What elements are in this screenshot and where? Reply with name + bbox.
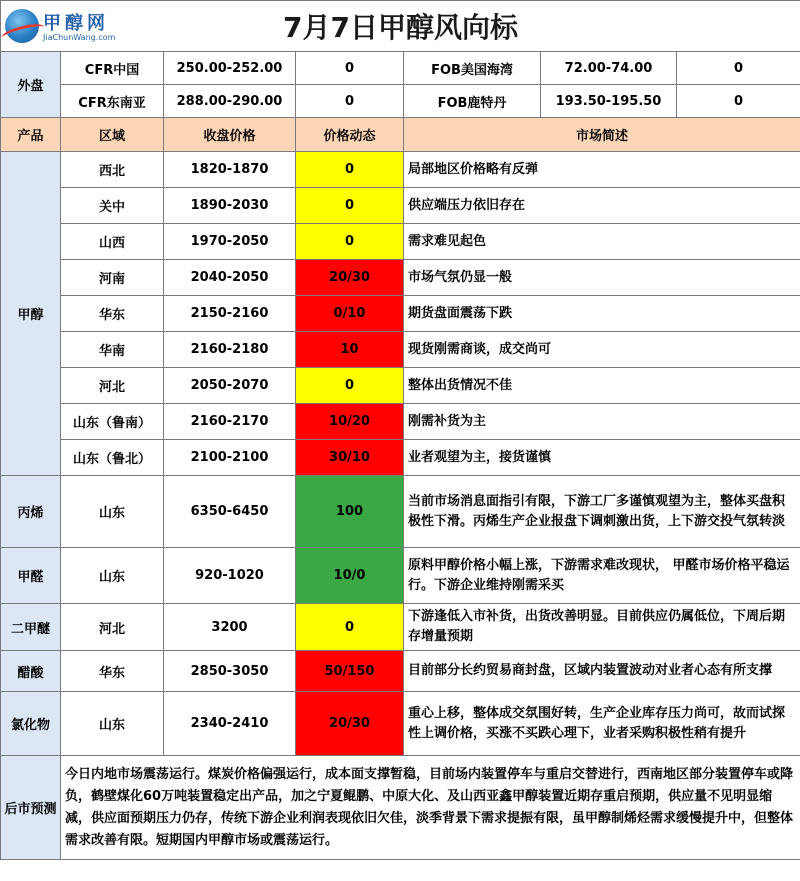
change-cell: 10/0: [296, 548, 404, 604]
desc-cell: 现货刚需商谈，成交尚可: [404, 332, 800, 368]
ext-name: CFR中国: [61, 52, 164, 85]
region-cell: 山东（鲁南）: [61, 404, 164, 440]
change-cell: 50/150: [296, 651, 404, 692]
price-cell: 2100-2100: [164, 440, 296, 476]
table-row: [1, 188, 800, 224]
col-header-price: 收盘价格: [164, 118, 296, 152]
change-cell: 10/20: [296, 404, 404, 440]
ext-change: 0: [677, 52, 800, 85]
table-row: [1, 404, 800, 440]
ext-name: FOB美国海湾: [404, 52, 541, 85]
region-cell: 关中: [61, 188, 164, 224]
col-header-region: 区域: [61, 118, 164, 152]
price-cell: 2150-2160: [164, 296, 296, 332]
region-cell: 河北: [61, 604, 164, 651]
logo-url: JiaChunWang.com: [43, 33, 116, 42]
desc-cell: 刚需补货为主: [404, 404, 800, 440]
ext-name: CFR东南亚: [61, 85, 164, 118]
change-cell: 20/30: [296, 260, 404, 296]
region-cell: 山东: [61, 476, 164, 548]
price-cell: 2340-2410: [164, 692, 296, 756]
table-row: [1, 440, 800, 476]
desc-cell: 市场气氛仍显一般: [404, 260, 800, 296]
table-row: [1, 651, 800, 692]
change-cell: 20/30: [296, 692, 404, 756]
change-cell: 100: [296, 476, 404, 548]
region-cell: 河北: [61, 368, 164, 404]
table-row: [1, 548, 800, 604]
change-cell: 0: [296, 368, 404, 404]
desc-cell: 整体出货情况不佳: [404, 368, 800, 404]
desc-cell: 供应端压力依旧存在: [404, 188, 800, 224]
product-cell: 二甲醚: [1, 604, 61, 651]
price-cell: 920-1020: [164, 548, 296, 604]
table-row: [1, 604, 800, 651]
table-row: [1, 332, 800, 368]
price-cell: 2850-3050: [164, 651, 296, 692]
external-row: [1, 52, 800, 85]
desc-cell: 需求难见起色: [404, 224, 800, 260]
desc-cell: 原料甲醇价格小幅上涨，下游需求难改现状， 甲醛市场价格平稳运行。下游企业维持刚需采买: [404, 548, 800, 604]
desc-cell: 当前市场消息面指引有限，下游工厂多谨慎观望为主，整体买盘积极性下滑。丙烯生产企业报盘下调刺激出货，上下游交投气氛转淡: [404, 476, 800, 548]
external-label: 外盘: [1, 52, 61, 118]
region-cell: 华东: [61, 296, 164, 332]
region-cell: 华南: [61, 332, 164, 368]
change-cell: 0: [296, 188, 404, 224]
logo-text: 甲醇网: [43, 13, 109, 34]
change-cell: 30/10: [296, 440, 404, 476]
product-cell: 丙烯: [1, 476, 61, 548]
change-cell: 0: [296, 224, 404, 260]
desc-cell: 下游逢低入市补货，出货改善明显。目前供应仍属低位，下周后期存增量预期: [404, 604, 800, 651]
region-cell: 华东: [61, 651, 164, 692]
change-cell: 0/10: [296, 296, 404, 332]
ext-price: 72.00-74.00: [541, 52, 677, 85]
change-cell: 10: [296, 332, 404, 368]
ext-change: 0: [677, 85, 800, 118]
price-cell: 1820-1870: [164, 152, 296, 188]
external-row: [1, 85, 800, 118]
ext-price: 250.00-252.00: [164, 52, 296, 85]
desc-cell: 重心上移，整体成交氛围好转，生产企业库存压力尚可，故而试探性上调价格，买涨不买跌心理下，业者采购积极性稍有提升: [404, 692, 800, 756]
price-cell: 3200: [164, 604, 296, 651]
ext-price: 193.50-195.50: [541, 85, 677, 118]
logo: [5, 7, 125, 47]
price-cell: 2040-2050: [164, 260, 296, 296]
col-header-product: 产品: [1, 118, 61, 152]
col-header-change: 价格动态: [296, 118, 404, 152]
product-cell: 甲醇: [1, 152, 61, 476]
forecast-label: 后市预测: [1, 756, 61, 860]
forecast-row: [1, 756, 800, 860]
price-cell: 2050-2070: [164, 368, 296, 404]
table-row: [1, 692, 800, 756]
page-title: 7月7日甲醇风向标: [283, 11, 518, 44]
price-cell: 6350-6450: [164, 476, 296, 548]
col-header-desc: 市场简述: [404, 118, 800, 152]
desc-cell: 业者观望为主，接货谨慎: [404, 440, 800, 476]
desc-cell: 局部地区价格略有反弹: [404, 152, 800, 188]
table-row: [1, 368, 800, 404]
column-header-row: [1, 118, 800, 152]
desc-cell: 期货盘面震荡下跌: [404, 296, 800, 332]
product-cell: 甲醛: [1, 548, 61, 604]
table-row: [1, 224, 800, 260]
change-cell: 0: [296, 604, 404, 651]
price-cell: 2160-2180: [164, 332, 296, 368]
product-cell: 氯化物: [1, 692, 61, 756]
ext-name: FOB鹿特丹: [404, 85, 541, 118]
table-row: [1, 476, 800, 548]
region-cell: 山东: [61, 548, 164, 604]
price-cell: 2160-2170: [164, 404, 296, 440]
price-cell: 1970-2050: [164, 224, 296, 260]
forecast-text: 今日内地市场震荡运行。煤炭价格偏强运行，成本面支撑暂稳，目前场内装置停车与重启交替进行，西南地区部分装置停车或降负，鹤壁煤化60万吨装置稳定出产品，加之宁夏鲲鹏、中原大化、及山西亚鑫甲醇装置近期存重启预期，供应量不见明显缩减，供应面预期压力仍存，传统下游企业利润表现依旧欠佳，淡季背景下需求提振有限，虽甲醇制烯烃需求缓慢提升中，但整体需求改善有限。短期国内甲醇市场或震荡运行。: [61, 756, 800, 860]
region-cell: 山西: [61, 224, 164, 260]
ext-change: 0: [296, 52, 404, 85]
region-cell: 西北: [61, 152, 164, 188]
desc-cell: 目前部分长约贸易商封盘，区域内装置波动对业者心态有所支撑: [404, 651, 800, 692]
region-cell: 山东（鲁北）: [61, 440, 164, 476]
header-row: [1, 1, 800, 52]
ext-price: 288.00-290.00: [164, 85, 296, 118]
price-cell: 1890-2030: [164, 188, 296, 224]
table-row: [1, 296, 800, 332]
product-cell: 醋酸: [1, 651, 61, 692]
change-cell: 0: [296, 152, 404, 188]
ext-change: 0: [296, 85, 404, 118]
region-cell: 山东: [61, 692, 164, 756]
region-cell: 河南: [61, 260, 164, 296]
table-row: [1, 152, 800, 188]
table-row: [1, 260, 800, 296]
